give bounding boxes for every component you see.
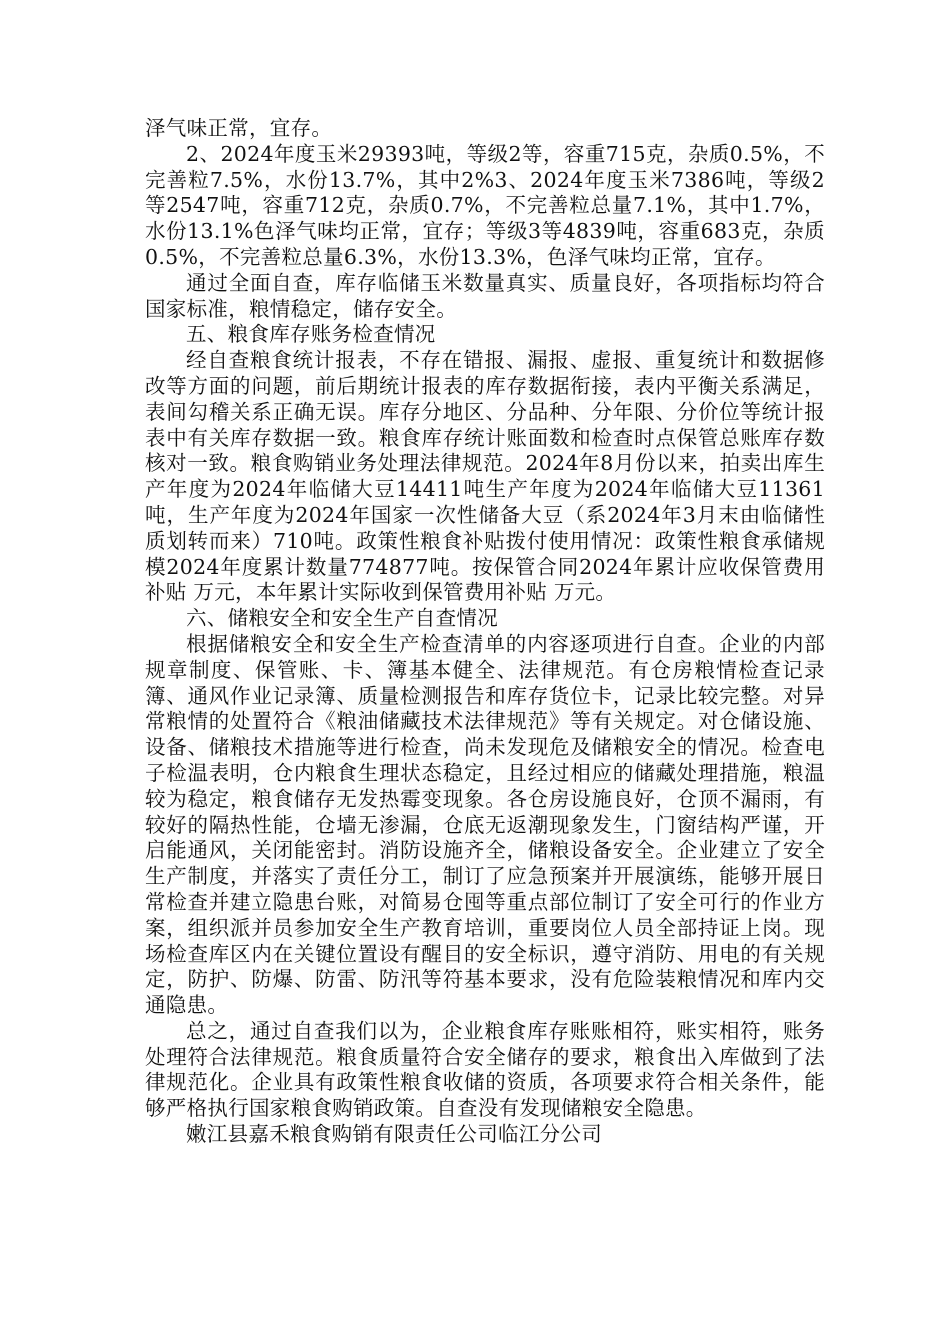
section-heading-6: 六、储粮安全和安全生产自查情况 <box>186 606 498 631</box>
paragraph-safety-check: 根据储粮安全和安全生产检查清单的内容逐项进行自查。企业的内部规章制度、保管账、卡、簿基本健全、法律规范。有仓房粮情检查记录簿、通风作业记录簿、质量检测报告和库存货位卡，记录比较完整。对异常粮情的处置符合《粮油储藏技术法律规范》等有关规定。对仓储设施、设备、储粮技术措施等进行检查，尚未发现危及储粮安全的情况。检查电子检温表明，仓内粮食生理状态稳定，且经过相应的储藏处理措施，粮温较为稳定，粮食储存无发热霉变现象。各仓房设施良好，仓顶不漏雨，有较好的隔热性能，仓墙无渗漏，仓底无返潮现象发生，门窗结构严谨，开启能通风，关闭能密封。消防设施齐全，储粮设备安全。企业建立了安全生产制度，并落实了责任分工，制订了应急预案并开展演练，能够开展日常检查并建立隐患台账，对简易仓囤等重点部位制订了安全可行的作业方案，组织派并员参加安全生产教育培训，重要岗位人员全部持证上岗。现场检查库区内在关键位置设有醒目的安全标识，遵守消防、用电的有关规定，防护、防爆、防雷、防汛等符基本要求，没有危险装粮情况和库内交通隐患。 <box>145 631 825 1018</box>
section-heading-5: 五、粮食库存账务检查情况 <box>186 322 436 347</box>
paragraph-corn-summary: 通过全面自查，库存临储玉米数量真实、质量良好，各项指标均符合国家标准，粮情稳定，储存安全。 <box>145 270 825 321</box>
company-signature: 嫩江县嘉禾粮食购销有限责任公司临江分公司 <box>186 1122 602 1147</box>
paragraph-conclusion: 总之，通过自查我们以为，企业粮食库存账账相符，账实相符，账务处理符合法律规范。粮食质量符合安全储存的要求，粮食出入库做到了法律规范化。企业具有政策性粮食收储的资质，各项要求符合相关条件，能够严格执行国家粮食购销政策。自查没有发现储粮安全隐患。 <box>145 1018 825 1121</box>
paragraph-continuation: 泽气味正常，宜存。 <box>145 116 333 140</box>
document-body <box>145 116 825 1148</box>
paragraph-corn-2024-quality: 2、2024年度玉米29393吨，等级2等，容重715克，杂质0.5%，不完善粒7.5%，水份13.7%，其中2%3、2024年度玉米7386吨，等级2等2547吨，容重712克，杂质0.7%，不完善粒总量7.1%，其中1.7%，水份13.1%色泽气味均正常，宜存；等级3等4839吨，容重683克，杂质0.5%，不完善粒总量6.3%，水份13.3%，色泽气味均正常，宜存。 <box>145 141 825 269</box>
paragraph-accounting-check: 经自查粮食统计报表，不存在错报、漏报、虚报、重复统计和数据修改等方面的问题，前后期统计报表的库存数据衔接，表内平衡关系满足，表间勾稽关系正确无误。库存分地区、分品种、分年限、分价位等统计报表中有关库存数据一致。粮食库存统计账面数和检查时点保管总账库存数核对一致。粮食购销业务处理法律规范。2024年8月份以来，拍卖出库生产年度为2024年临储大豆14411吨生产年度为2024年临储大豆11361吨，生产年度为2024年国家一次性储备大豆（系2024年3月末由临储性质划转而来）710吨。政策性粮食补贴拨付使用情况：政策性粮食承储规模2024年度累计数量774877吨。按保管合同2024年累计应收保管费用补贴 万元，本年累计实际收到保管费用补贴 万元。 <box>145 348 825 605</box>
